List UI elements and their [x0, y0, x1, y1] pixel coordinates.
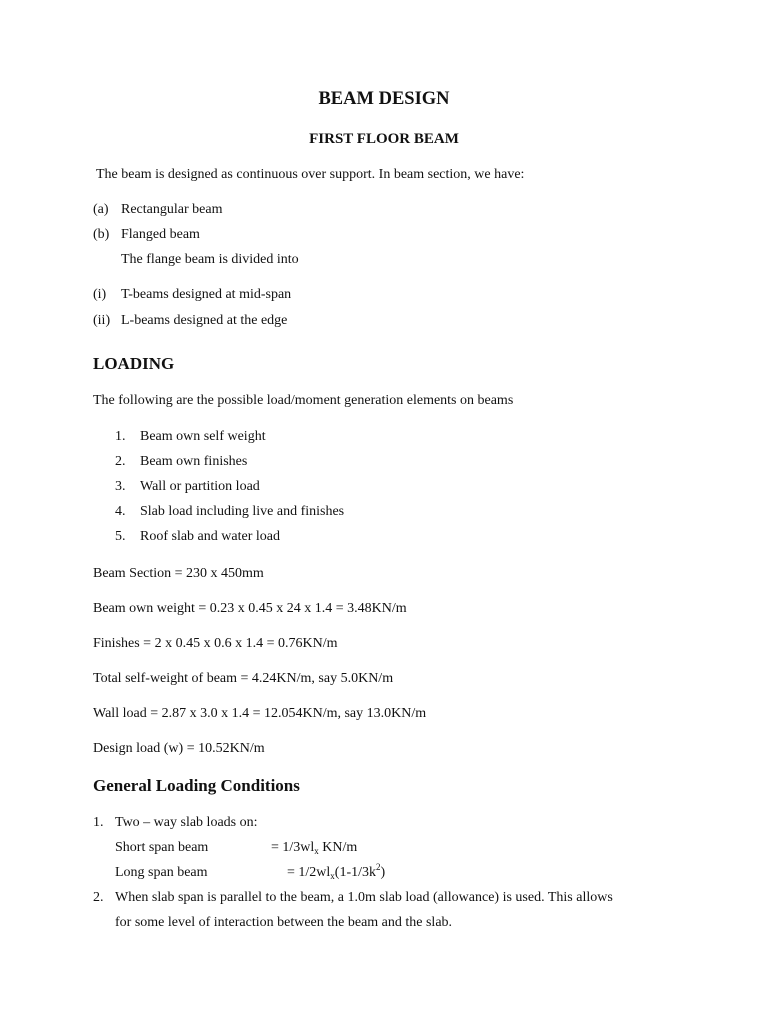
calc-line: Beam own weight = 0.23 x 0.45 x 24 x 1.4 = 3.48KN/m: [93, 601, 407, 616]
list-marker: (b): [93, 227, 110, 242]
calc-line: Beam Section = 230 x 450mm: [93, 566, 264, 581]
list-marker: 4.: [115, 504, 126, 519]
list-marker: 2.: [93, 890, 104, 905]
list-text: Beam own finishes: [140, 454, 248, 469]
calc-line: Total self-weight of beam = 4.24KN/m, say 5.0KN/m: [93, 671, 394, 686]
list-text: T-beams designed at mid-span: [121, 287, 292, 302]
page-title: BEAM DESIGN: [318, 89, 450, 109]
list-text: Slab load including live and finishes: [140, 504, 345, 519]
list-marker: 2.: [115, 454, 126, 469]
list-marker: 1.: [93, 815, 104, 830]
calc-line: Finishes = 2 x 0.45 x 0.6 x 1.4 = 0.76KN/m: [93, 636, 338, 651]
calc-line: Design load (w) = 10.52KN/m: [93, 741, 265, 756]
list-marker: 1.: [115, 429, 126, 444]
list-text: Roof slab and water load: [140, 529, 280, 544]
loading-intro: The following are the possible load/moment generation elements on beams: [93, 393, 514, 408]
list-text: When slab span is parallel to the beam, a 1.0m slab load (allowance) is used. This allows: [115, 890, 613, 905]
list-text: Wall or partition load: [140, 479, 260, 494]
short-span-label: Short span beam: [115, 840, 209, 855]
long-span-label: Long span beam: [115, 865, 208, 880]
list-text: Flanged beam: [121, 227, 200, 242]
list-text: L-beams designed at the edge: [121, 313, 288, 328]
list-marker: 3.: [115, 479, 126, 494]
section-subtitle: FIRST FLOOR BEAM: [309, 131, 459, 147]
list-text-continuation: for some level of interaction between the beam and the slab.: [115, 915, 453, 930]
flange-note: The flange beam is divided into: [121, 252, 299, 267]
long-span-formula: = $1/2wl_x(1-1/3k^2)$: [287, 862, 386, 881]
general-loading-heading: General Loading Conditions: [93, 776, 300, 795]
intro-paragraph: The beam is designed as continuous over support. In beam section, we have:: [96, 167, 525, 182]
list-text: Two – way slab loads on:: [115, 815, 258, 830]
list-marker: 5.: [115, 529, 126, 544]
short-span-formula: = $1/3wl_x$ KN/m: [271, 840, 358, 856]
list-text: Rectangular beam: [121, 202, 223, 217]
calc-line: Wall load = 2.87 x 3.0 x 1.4 = 12.054KN/m, say 13.0KN/m: [93, 706, 427, 721]
loading-heading: LOADING: [93, 354, 175, 373]
list-marker: (ii): [93, 313, 111, 328]
list-text: Beam own self weight: [140, 429, 266, 444]
list-marker: (a): [93, 202, 109, 217]
list-marker: (i): [93, 287, 107, 302]
